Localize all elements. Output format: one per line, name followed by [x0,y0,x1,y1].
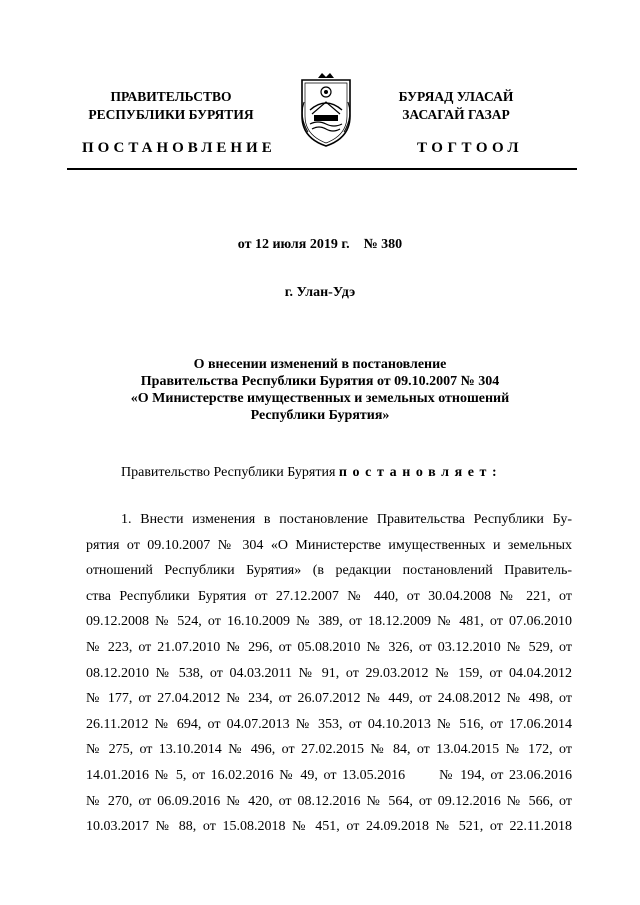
header-right-line2: ЗАСАГАЙ ГАЗАР [402,107,510,122]
body-line: рятия от 09.10.2007 № 304 «О Министерстве имущественных и земельных [86,537,572,553]
body-line: 08.12.2010 № 538, от 04.03.2011 № 91, от 29.03.2012 № 159, от 04.04.2012 [86,665,572,681]
body-line: отношений Республики Бурятия» (в редакции постановлений Правитель- [86,563,572,579]
body-line: 26.11.2012 № 694, от 04.07.2013 № 353, от 04.10.2013 № 516, от 17.06.2014 [86,716,572,732]
preamble-decree-word: постановляет: [338,465,503,480]
body-line: № 223, от 21.07.2010 № 296, от 05.08.2010 № 326, от 03.12.2010 № 529, от [86,639,572,655]
subject-line: Республики Бурятия» [250,408,390,423]
header-rule [67,168,577,170]
body-line: 14.01.2016 № 5, от 16.02.2016 № 49, от 13.05.2016 № 194, от 23.06.2016 [86,767,572,783]
body-line: 10.03.2017 № 88, от 15.08.2018 № 451, от 24.09.2018 № 521, от 22.11.2018 [86,819,572,835]
preamble [121,465,502,481]
subject-line: Правительства Республики Бурятия от 09.10.2007 № 304 [140,374,500,389]
body-line: № 275, от 13.10.2014 № 496, от 27.02.2015 № 84, от 13.04.2015 № 172, от [86,742,572,758]
decree-subject [60,356,580,424]
header-left-line2: РЕСПУБЛИКИ БУРЯТИЯ [88,107,254,122]
coat-of-arms-icon [296,72,356,148]
header-right-line1: БУРЯАД УЛАСАЙ [398,89,514,104]
body-line: 1. Внести изменения в постановление Правительства Республики Бу- [121,512,572,527]
body-line: 09.12.2008 № 524, от 16.10.2009 № 389, от 18.12.2009 № 481, от 07.06.2010 [86,614,572,630]
subject-line: О внесении изменений в постановление [193,357,447,372]
body-line: № 270, от 06.09.2016 № 420, от 08.12.2016 № 564, от 09.12.2016 № 566, от [86,793,572,809]
preamble-text: Правительство Республики Бурятия [121,465,339,480]
decree-body [86,507,572,840]
decree-city: г. Улан-Удэ [284,285,356,300]
body-line: ства Республики Бурятия от 27.12.2007 № 440, от 30.04.2008 № 221, от [86,588,572,604]
title-togtool: ТОГТООЛ [417,140,524,156]
decree-date-number: от 12 июля 2019 г. № 380 [237,237,403,252]
header-left-line1: ПРАВИТЕЛЬСТВО [110,89,232,104]
header-right [387,88,525,124]
subject-line: «О Министерстве имущественных и земельных отношений [130,391,510,406]
header-left [86,88,256,124]
body-line: № 177, от 27.04.2012 № 234, от 26.07.2012 № 449, от 24.08.2012 № 498, от [86,691,572,707]
title-postanovlenie: ПОСТАНОВЛЕНИЕ [82,140,276,156]
